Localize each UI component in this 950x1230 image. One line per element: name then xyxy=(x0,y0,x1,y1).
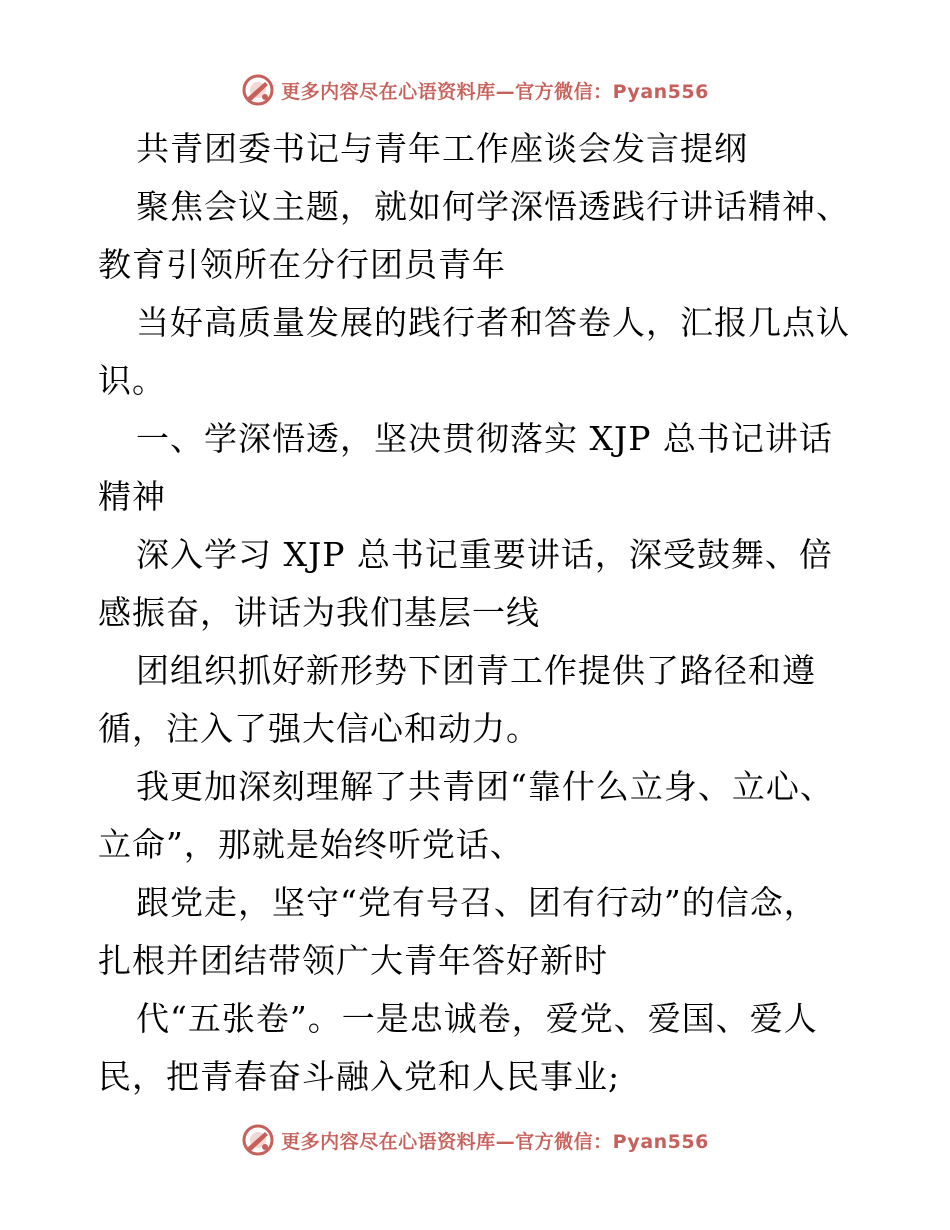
text-line: 当好高质量发展的践行者和答卷人，汇报几点认 xyxy=(136,303,850,342)
text-line: 代“五张卷”。一是忠诚卷，爱党、爱国、爱人 xyxy=(136,999,818,1038)
text-line: 精神 xyxy=(98,477,166,516)
document-body xyxy=(98,120,858,1106)
text-line: 识。 xyxy=(98,361,166,400)
text-line: 我更加深刻理解了共青团“靠什么立身、立心、 xyxy=(136,767,834,806)
watermark-banner-bottom xyxy=(0,1120,950,1160)
text-line: 立命”，那就是始终听党话、 xyxy=(98,825,524,864)
watermark-text: 更多内容尽在心语资料库—官方微信：Pyan556 xyxy=(281,1130,709,1153)
logo-emblem-icon xyxy=(241,73,275,107)
watermark-banner-top xyxy=(0,70,950,110)
text-line: 一、学深悟透，坚决贯彻落实 XJP 总书记讲话 xyxy=(136,419,833,458)
text-line: 循，注入了强大信心和动力。 xyxy=(98,709,540,748)
text-line: 团组织抓好新形势下团青工作提供了路径和遵 xyxy=(136,651,816,690)
text-line: 教育引领所在分行团员青年 xyxy=(98,245,506,284)
text-line: 深入学习 XJP 总书记重要讲话，深受鼓舞、倍 xyxy=(136,535,833,574)
text-line: 共青团委书记与青年工作座谈会发言提纲 xyxy=(136,129,748,168)
text-line: 跟党走，坚守“党有号召、团有行动”的信念， xyxy=(136,883,818,922)
watermark-text: 更多内容尽在心语资料库—官方微信：Pyan556 xyxy=(281,80,709,103)
text-line: 扎根并团结带领广大青年答好新时 xyxy=(98,941,608,980)
text-line: 聚焦会议主题，就如何学深悟透践行讲话精神、 xyxy=(136,187,850,226)
text-line: 民，把青春奋斗融入党和人民事业; xyxy=(98,1057,621,1096)
text-line: 感振奋，讲话为我们基层一线 xyxy=(98,593,540,632)
logo-emblem-icon xyxy=(241,1123,275,1157)
